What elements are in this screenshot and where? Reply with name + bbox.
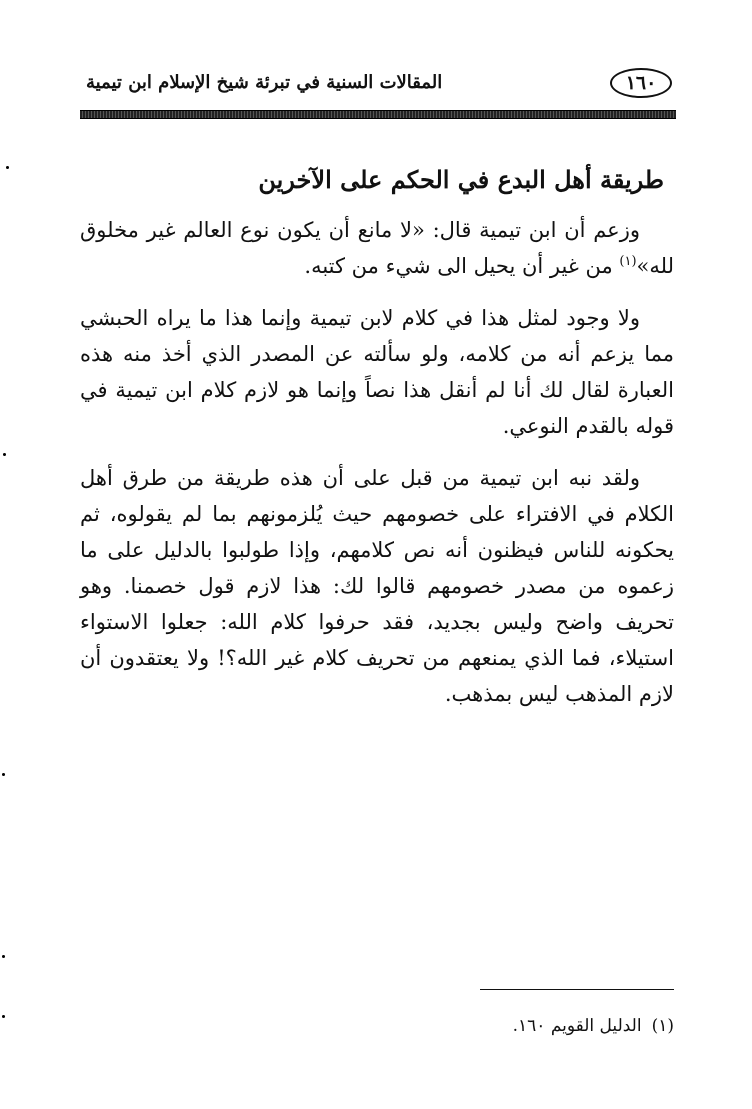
scan-artifact: [2, 955, 5, 958]
scan-artifact: [3, 453, 6, 456]
page-number: ١٦٠: [610, 68, 672, 98]
footnote-divider: [480, 989, 674, 990]
paragraph-2: ولا وجود لمثل هذا في كلام لابن تيمية وإنما هذا ما يراه الحبشي مما يزعم أنه من كلامه، ولو سألته عن المصدر الذي أخذ منه هذه العبارة لقال لك أنا لم أنقل هذا نصاً وإنما هو لازم كلام ابن تيمية في قوله بالقدم النوعي.: [80, 306, 674, 438]
paragraph-1-tail: من غير أن يحيل الى شيء من كتبه.: [304, 254, 620, 278]
running-title: المقالات السنية في تبرئة شيخ الإسلام ابن تيمية: [86, 72, 443, 93]
running-header: [82, 64, 674, 104]
footnote-number: (١): [651, 1016, 674, 1036]
footnote-reference: (١): [619, 254, 637, 269]
paragraph-1: [80, 212, 674, 284]
header-divider: [80, 110, 676, 119]
paragraph-3: ولقد نبه ابن تيمية من قبل على أن هذه طريقة من طرق أهل الكلام في الافتراء على خصومهم حيث يُلزمونهم بما لم يقولوه، ثم يحكونه للناس فيظنون أنه نص كلامهم، وإذا طولبوا بالدليل على ما زعموه من مصدر خصومهم قالوا لك: هذا لازم قول خصمنا. وهو تحريف واضح وليس بجديد، فقد حرفوا كلام الله: جعلوا الاستواء استيلاء، فما الذي يمنعهم من تحريف كلام غير الله؟! ولا يعتقدون أن لازم المذهب ليس بمذهب.: [80, 466, 674, 706]
scan-artifact: [2, 773, 5, 776]
footnote-text: الدليل القويم ١٦٠.: [512, 1016, 642, 1036]
paragraph-1-quote: وزعم أن ابن تيمية قال: «لا مانع أن يكون نوع العالم غير مخلوق لله»: [80, 218, 674, 278]
scan-artifact: [2, 1015, 5, 1018]
footnote-1: [513, 1016, 674, 1036]
section-heading: طريقة أهل البدع في الحكم على الآخرين: [258, 165, 664, 194]
main-text: [80, 158, 674, 728]
scan-artifact: [6, 166, 9, 169]
